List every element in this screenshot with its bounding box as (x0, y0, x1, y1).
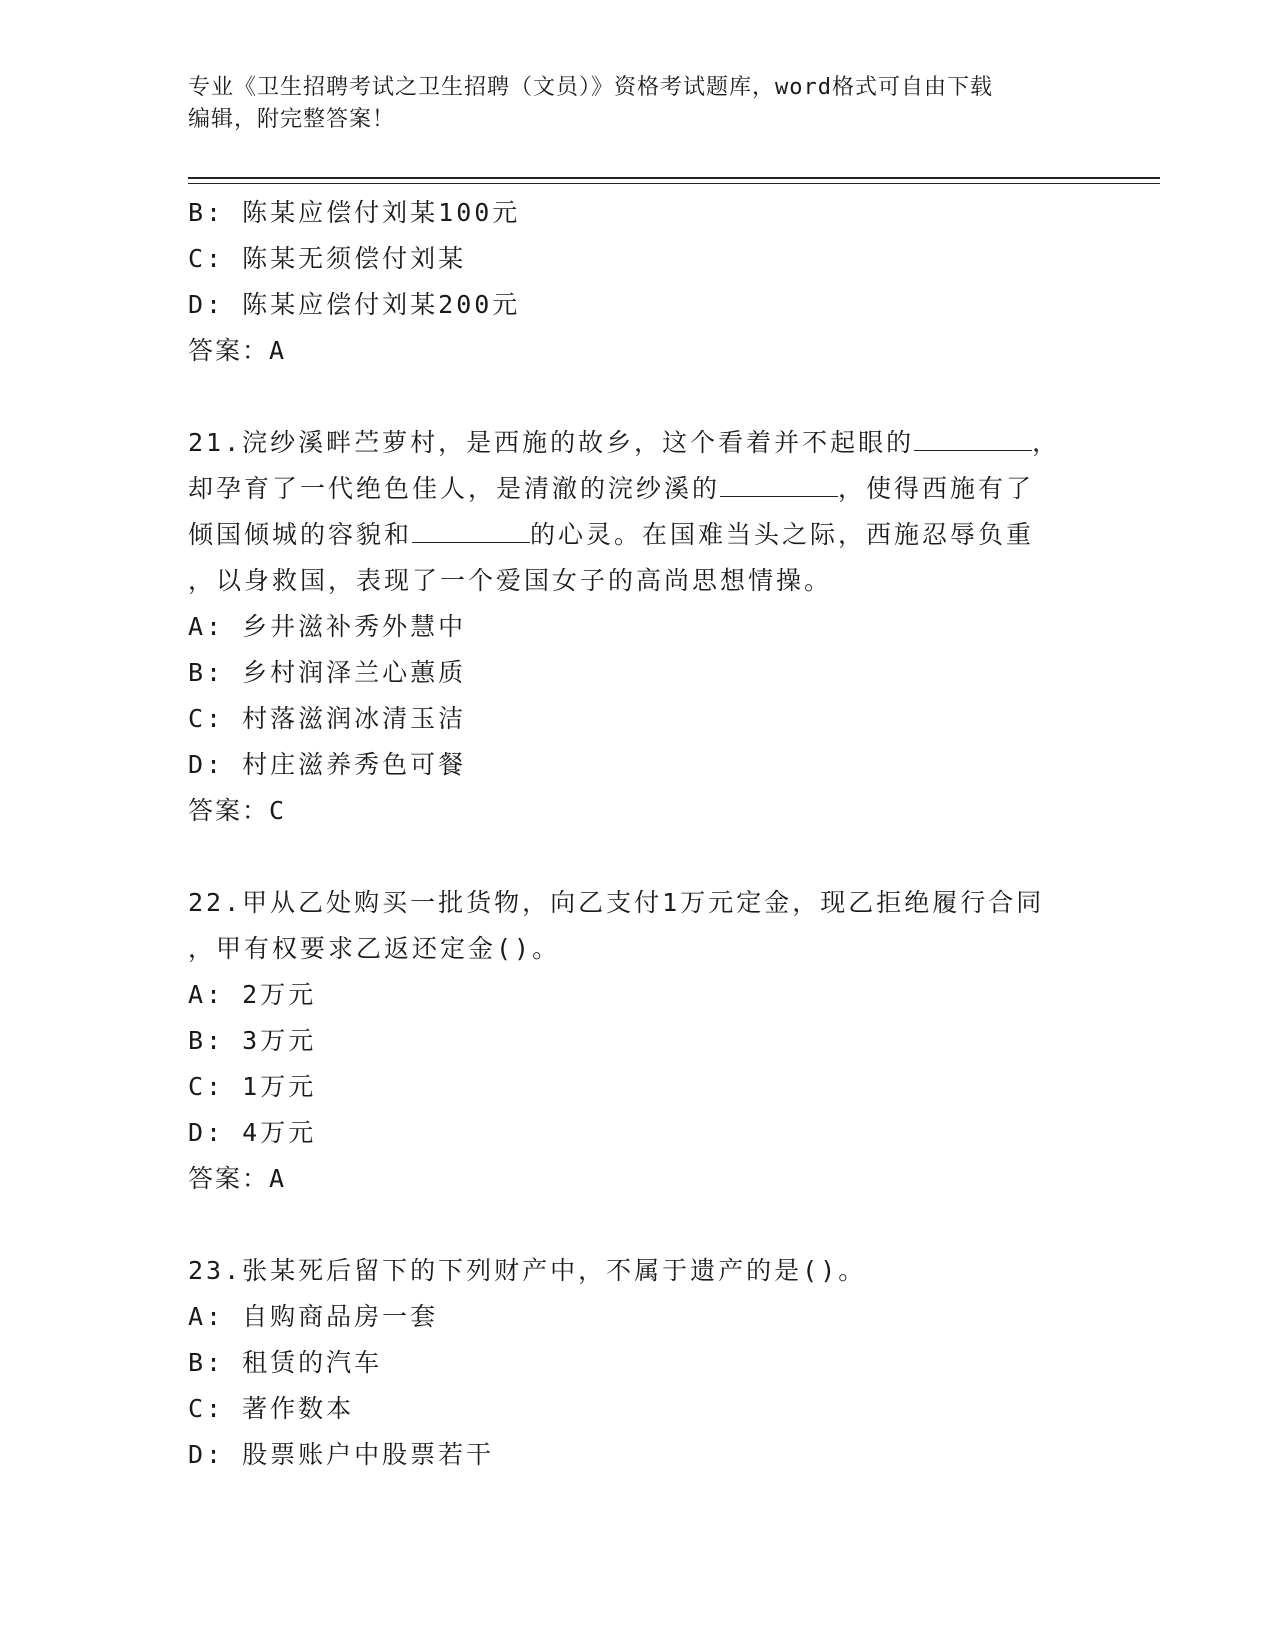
fill-blank (412, 522, 530, 543)
spacer (188, 1202, 1088, 1248)
question-stem-line: 22.甲从乙处购买一批货物，向乙支付1万元定金，现乙拒绝履行合同 (188, 888, 1045, 917)
spacer (188, 374, 1088, 420)
question-stem-line: 23.张某死后留下的下列财产中，不属于遗产的是()。 (188, 1256, 867, 1285)
answer-label: 答案：C (188, 796, 287, 825)
option-b: B: 陈某应偿付刘某100元 (188, 198, 521, 227)
option-c: C: 陈某无须偿付刘某 (188, 244, 467, 273)
question-22-block (188, 880, 1088, 1202)
document-header (188, 72, 1068, 136)
answer-label: 答案：A (188, 1164, 287, 1193)
option-d: D: 4万元 (188, 1118, 317, 1147)
stem-text: 倾国倾城的容貌和 (188, 520, 413, 549)
option-a: A: 乡井滋补秀外慧中 (188, 612, 467, 641)
fill-blank (914, 430, 1032, 451)
header-line-2: 编辑，附完整答案！ (188, 107, 396, 132)
header-rule-thin (188, 183, 1160, 184)
question-list (188, 190, 1088, 1478)
stem-text: 21.浣纱溪畔苎萝村，是西施的故乡，这个看着并不起眼的 (188, 428, 915, 457)
question-21-block (188, 420, 1088, 834)
option-d: D: 陈某应偿付刘某200元 (188, 290, 521, 319)
option-c: C: 著作数本 (188, 1394, 355, 1423)
option-d: D: 村庄滋养秀色可餐 (188, 750, 467, 779)
question-20-block (188, 190, 1088, 374)
option-c: C: 村落滋润冰清玉洁 (188, 704, 467, 733)
question-stem-line (188, 420, 1088, 466)
answer-label: 答案：A (188, 336, 287, 365)
fill-blank (720, 476, 838, 497)
stem-text: ， (1032, 428, 1061, 457)
question-stem-line: ，以身救国，表现了一个爱国女子的高尚思想情操。 (188, 566, 833, 595)
stem-text: 的心灵。在国难当头之际，西施忍辱负重 (530, 520, 1035, 549)
header-line-1: 专业《卫生招聘考试之卫生招聘（文员）》资格考试题库，word格式可自由下载 (188, 75, 993, 100)
option-d: D: 股票账户中股票若干 (188, 1440, 495, 1469)
option-b: B: 租赁的汽车 (188, 1348, 383, 1377)
stem-text: 却孕育了一代绝色佳人，是清澈的浣纱溪的 (188, 474, 721, 503)
option-a: A: 2万元 (188, 980, 317, 1009)
option-b: B: 乡村润泽兰心蕙质 (188, 658, 467, 687)
question-stem-line (188, 512, 1088, 558)
option-a: A: 自购商品房一套 (188, 1302, 439, 1331)
spacer (188, 834, 1088, 880)
header-rule (188, 177, 1160, 179)
question-stem-line (188, 466, 1088, 512)
option-c: C: 1万元 (188, 1072, 317, 1101)
option-b: B: 3万元 (188, 1026, 317, 1055)
question-23-block (188, 1248, 1088, 1478)
stem-text: ，使得西施有了 (838, 474, 1035, 503)
question-stem-line: ，甲有权要求乙返还定金()。 (188, 934, 561, 963)
